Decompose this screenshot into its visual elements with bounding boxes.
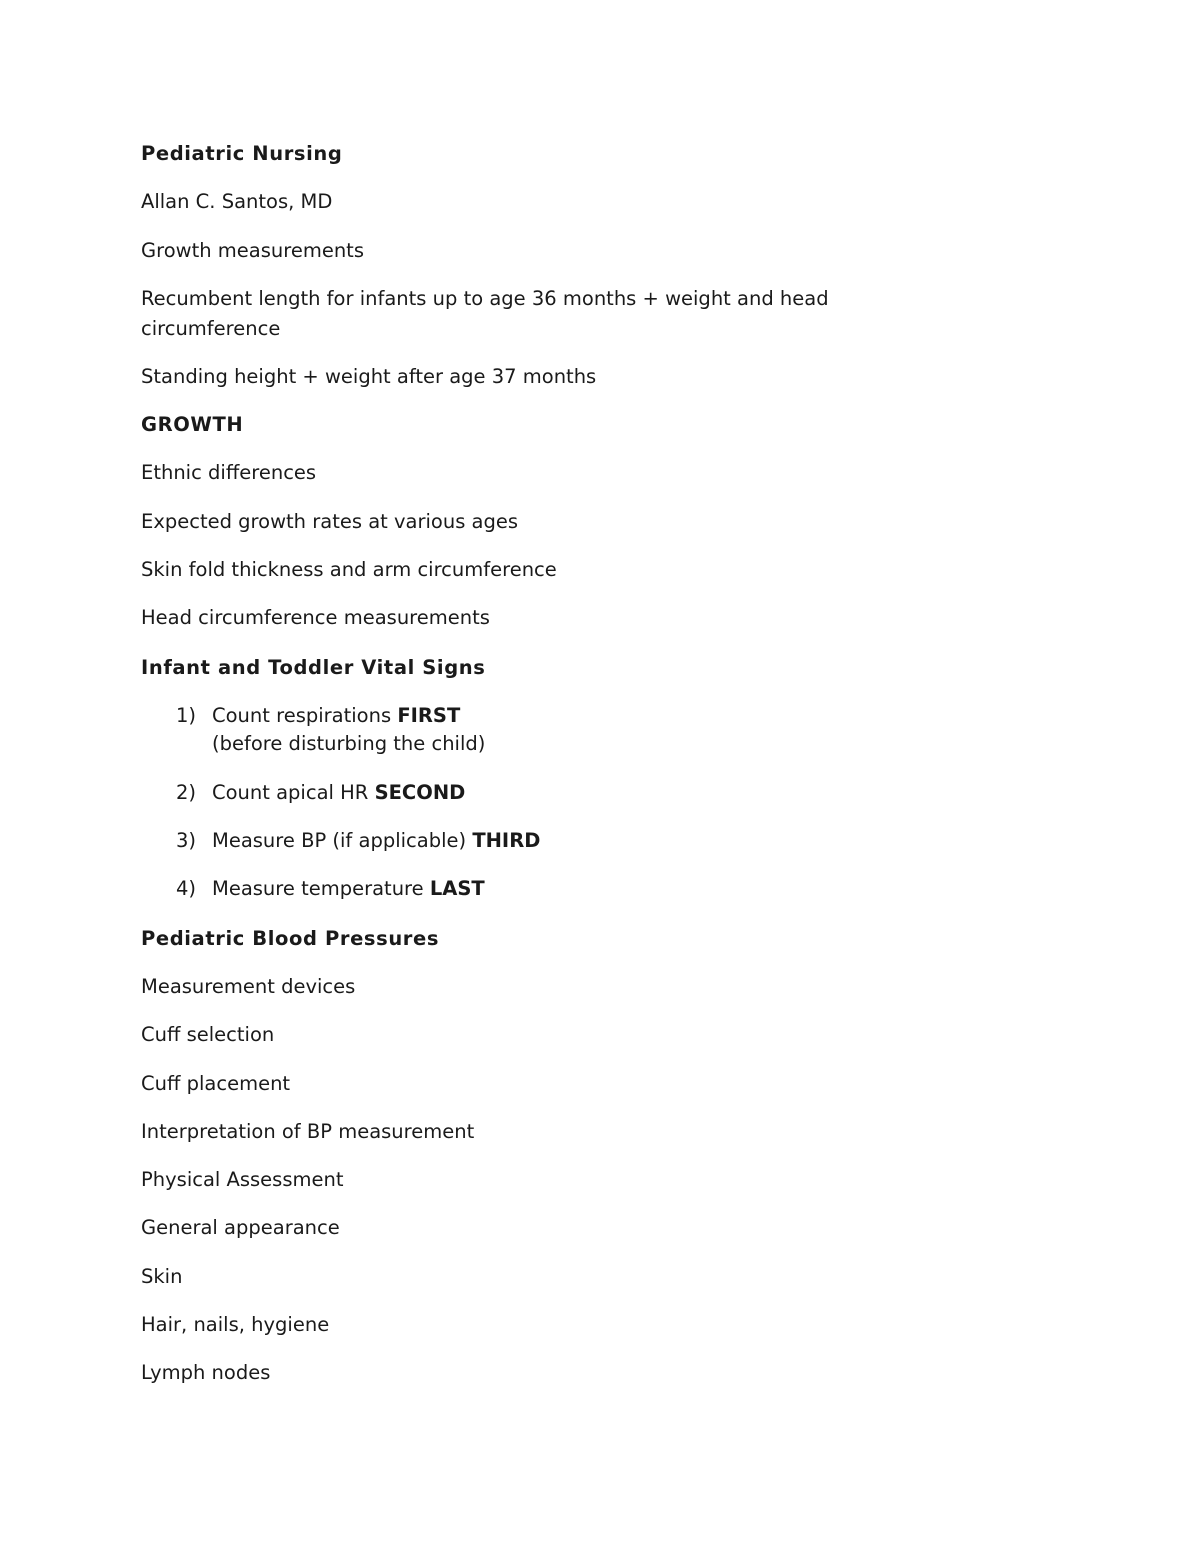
list-item: Measurement devices — [141, 975, 356, 998]
document-title: Pediatric Nursing — [141, 142, 343, 165]
list-item: Skin — [141, 1265, 183, 1288]
list-item: Hair, nails, hygiene — [141, 1313, 330, 1336]
step-label: Measure temperature — [212, 877, 430, 900]
list-item: Cuff selection — [141, 1023, 275, 1046]
step-label: Measure BP (if applicable) — [212, 829, 473, 852]
list-item: Ethnic differences — [141, 461, 317, 484]
growth-heading: GROWTH — [141, 413, 244, 436]
step-text — [212, 826, 540, 855]
step-number: 4) — [176, 877, 197, 900]
step-text — [212, 874, 485, 903]
step-number: 3) — [176, 829, 197, 852]
growth-measurements-heading: Growth measurements — [141, 239, 364, 262]
step-label: Count apical HR — [212, 781, 375, 804]
step-number: 2) — [176, 781, 197, 804]
list-item: Head circumference measurements — [141, 606, 490, 629]
list-item: General appearance — [141, 1216, 340, 1239]
recumbent-length-line: Recumbent length for infants up to age 36 months + weight and head — [141, 287, 829, 310]
blood-pressures-heading: Pediatric Blood Pressures — [141, 927, 440, 950]
step-note: (before disturbing the child) — [212, 732, 486, 755]
step-emphasis: THIRD — [472, 829, 541, 852]
step-text — [212, 701, 460, 730]
list-item: Interpretation of BP measurement — [141, 1120, 475, 1143]
list-item: Lymph nodes — [141, 1361, 271, 1384]
list-item: Cuff placement — [141, 1072, 291, 1095]
step-text — [212, 778, 465, 807]
list-item: Physical Assessment — [141, 1168, 344, 1191]
step-label: Count respirations — [212, 704, 398, 727]
vital-signs-heading: Infant and Toddler Vital Signs — [141, 656, 486, 679]
step-number: 1) — [176, 704, 197, 727]
list-item: Skin fold thickness and arm circumference — [141, 558, 557, 581]
recumbent-length-line-cont: circumference — [141, 317, 281, 340]
step-emphasis: SECOND — [374, 781, 466, 804]
list-item: Expected growth rates at various ages — [141, 510, 519, 533]
step-emphasis: LAST — [429, 877, 485, 900]
author-name: Allan C. Santos, MD — [141, 190, 333, 213]
standing-height-line: Standing height + weight after age 37 months — [141, 365, 597, 388]
step-emphasis: FIRST — [397, 704, 461, 727]
